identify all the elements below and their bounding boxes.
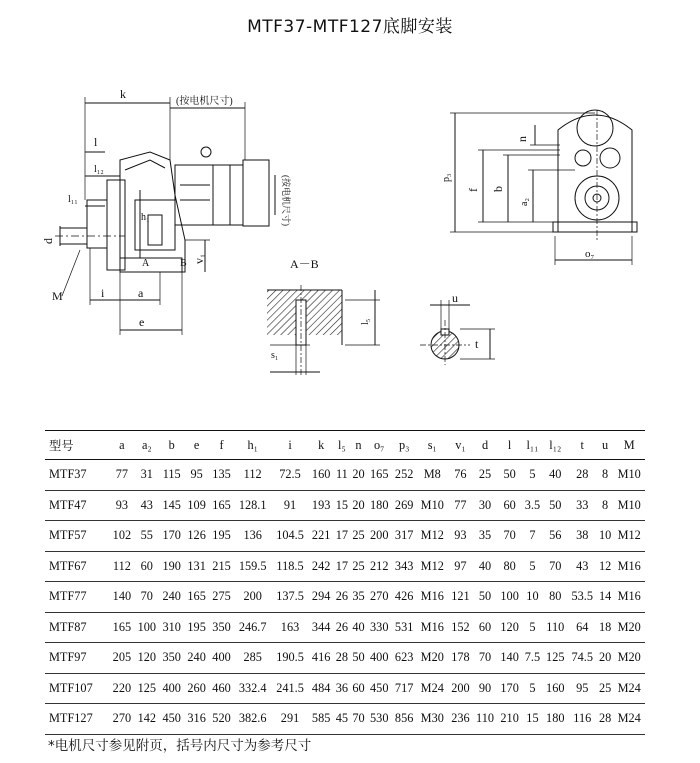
table-cell: 12 xyxy=(597,551,614,582)
table-cell: 585 xyxy=(309,704,334,735)
table-cell: 45 xyxy=(334,704,351,735)
table-cell: 165 xyxy=(367,460,392,491)
model-cell: MTF37 xyxy=(45,460,109,491)
header-cell: d xyxy=(473,431,497,460)
table-cell: M24 xyxy=(417,673,448,704)
table-cell: 200 xyxy=(367,521,392,552)
header-cell: b xyxy=(159,431,184,460)
table-cell: 275 xyxy=(209,582,234,613)
table-cell: M16 xyxy=(613,551,645,582)
table-cell: 18 xyxy=(597,612,614,643)
header-cell: a₂ xyxy=(134,431,159,460)
label-a-section: A xyxy=(142,258,150,269)
header-cell: v₁ xyxy=(448,431,473,460)
label-section-ab: A－B xyxy=(290,257,319,271)
header-cell: a xyxy=(109,431,134,460)
section-ab-view xyxy=(267,285,380,375)
table-cell: 242 xyxy=(309,551,334,582)
table-cell: 20 xyxy=(350,490,367,521)
table-cell: 220 xyxy=(109,673,134,704)
header-cell: 型号 xyxy=(45,431,109,460)
table-cell: 38 xyxy=(568,521,597,552)
table-cell: 91 xyxy=(271,490,308,521)
header-cell: k xyxy=(309,431,334,460)
table-cell: 317 xyxy=(392,521,417,552)
table-cell: 60 xyxy=(350,673,367,704)
label-i: i xyxy=(101,286,105,300)
label-m: M xyxy=(52,289,63,303)
table-cell: 160 xyxy=(309,460,334,491)
table-cell: 25 xyxy=(350,551,367,582)
table-cell: 270 xyxy=(367,582,392,613)
table-cell: M16 xyxy=(417,612,448,643)
label-l11: l₁₁ xyxy=(68,194,78,205)
table-cell: 5 xyxy=(522,673,543,704)
table-cell: 145 xyxy=(159,490,184,521)
label-t: t xyxy=(475,337,479,351)
table-cell: 77 xyxy=(448,490,473,521)
header-cell: l₁₂ xyxy=(543,431,568,460)
table-cell: 50 xyxy=(473,582,497,613)
table-cell: 10 xyxy=(597,521,614,552)
table-row xyxy=(45,612,645,643)
table-cell: 30 xyxy=(473,490,497,521)
table-cell: 240 xyxy=(159,582,184,613)
table-cell: 43 xyxy=(134,490,159,521)
table-cell: 70 xyxy=(473,643,497,674)
table-cell: M10 xyxy=(417,490,448,521)
table-cell: 165 xyxy=(209,490,234,521)
table-cell: 241.5 xyxy=(271,673,308,704)
table-cell: 400 xyxy=(367,643,392,674)
table-cell: 60 xyxy=(473,612,497,643)
table-row xyxy=(45,704,645,735)
table-cell: 31 xyxy=(134,460,159,491)
table-cell: 28 xyxy=(597,704,614,735)
label-o7: o₇ xyxy=(585,248,595,260)
table-cell: 316 xyxy=(184,704,209,735)
label-h1: h₁ xyxy=(141,212,150,223)
model-cell: MTF47 xyxy=(45,490,109,521)
table-cell: 240 xyxy=(184,643,209,674)
table-cell: 260 xyxy=(184,673,209,704)
header-cell: l xyxy=(497,431,522,460)
table-cell: 205 xyxy=(109,643,134,674)
table-row xyxy=(45,551,645,582)
table-cell: 118.5 xyxy=(271,551,308,582)
label-a: a xyxy=(138,286,144,300)
table-cell: 70 xyxy=(497,521,522,552)
label-p3: p₃ xyxy=(441,173,452,182)
model-cell: MTF107 xyxy=(45,673,109,704)
table-cell: 159.5 xyxy=(234,551,271,582)
table-cell: 70 xyxy=(134,582,159,613)
table-cell: 400 xyxy=(209,643,234,674)
table-cell: 856 xyxy=(392,704,417,735)
label-motor-dim-vertical: (按电机尺寸) xyxy=(281,175,291,226)
footnote: *电机尺寸参见附页，括号内尺寸为参考尺寸 xyxy=(48,738,312,754)
header-cell: f xyxy=(209,431,234,460)
table-cell: 100 xyxy=(497,582,522,613)
table-cell: 10 xyxy=(522,582,543,613)
table-cell: 426 xyxy=(392,582,417,613)
table-cell: 109 xyxy=(184,490,209,521)
table-cell: 35 xyxy=(350,582,367,613)
table-cell: 135 xyxy=(209,460,234,491)
table-cell: 93 xyxy=(109,490,134,521)
table-cell: 104.5 xyxy=(271,521,308,552)
table-cell: 25 xyxy=(597,673,614,704)
table-cell: 165 xyxy=(184,582,209,613)
table-cell: 28 xyxy=(334,643,351,674)
table-cell: 97 xyxy=(448,551,473,582)
table-cell: 520 xyxy=(209,704,234,735)
table-cell: 310 xyxy=(159,612,184,643)
table-cell: 140 xyxy=(497,643,522,674)
header-cell: s₁ xyxy=(417,431,448,460)
table-cell: 76 xyxy=(448,460,473,491)
table-cell: 25 xyxy=(473,460,497,491)
table-row xyxy=(45,460,645,491)
table-cell: 55 xyxy=(134,521,159,552)
table-cell: 8 xyxy=(597,460,614,491)
table-cell: 100 xyxy=(134,612,159,643)
model-cell: MTF127 xyxy=(45,704,109,735)
table-cell: 74.5 xyxy=(568,643,597,674)
header-cell: h₁ xyxy=(234,431,271,460)
table-cell: 80 xyxy=(543,582,568,613)
model-cell: MTF77 xyxy=(45,582,109,613)
table-row xyxy=(45,490,645,521)
table-cell: 178 xyxy=(448,643,473,674)
header-cell: o₇ xyxy=(367,431,392,460)
table-cell: 190.5 xyxy=(271,643,308,674)
table-cell: 20 xyxy=(597,643,614,674)
table-cell: 90 xyxy=(473,673,497,704)
table-cell: 40 xyxy=(543,460,568,491)
table-cell: 95 xyxy=(568,673,597,704)
table-cell: 14 xyxy=(597,582,614,613)
label-b-section: B xyxy=(180,258,187,269)
label-s1: s₁ xyxy=(271,350,279,361)
table-cell: 26 xyxy=(334,612,351,643)
label-v1: v₁ xyxy=(192,253,206,264)
table-cell: 5 xyxy=(522,551,543,582)
table-cell: 484 xyxy=(309,673,334,704)
table-cell: 165 xyxy=(109,612,134,643)
table-cell: 60 xyxy=(497,490,522,521)
table-cell: 170 xyxy=(497,673,522,704)
table-cell: 102 xyxy=(109,521,134,552)
table-cell: 140 xyxy=(109,582,134,613)
label-d: d xyxy=(41,238,55,244)
table-cell: M12 xyxy=(417,551,448,582)
table-cell: M12 xyxy=(417,521,448,552)
table-cell: 40 xyxy=(350,612,367,643)
table-cell: 128.1 xyxy=(234,490,271,521)
label-n: n xyxy=(515,136,529,142)
table-row xyxy=(45,643,645,674)
table-cell: 350 xyxy=(209,612,234,643)
table-cell: M10 xyxy=(613,490,645,521)
header-cell: M xyxy=(613,431,645,460)
table-cell: 5 xyxy=(522,460,543,491)
table-cell: 160 xyxy=(543,673,568,704)
table-cell: 33 xyxy=(568,490,597,521)
table-cell: 269 xyxy=(392,490,417,521)
table-cell: 531 xyxy=(392,612,417,643)
table-cell: 210 xyxy=(497,704,522,735)
model-cell: MTF67 xyxy=(45,551,109,582)
table-cell: 56 xyxy=(543,521,568,552)
table-cell: 116 xyxy=(568,704,597,735)
table-cell: 15 xyxy=(334,490,351,521)
table-cell: M16 xyxy=(417,582,448,613)
table-cell: M20 xyxy=(417,643,448,674)
table-cell: 142 xyxy=(134,704,159,735)
header-cell: t xyxy=(568,431,597,460)
table-cell: 112 xyxy=(234,460,271,491)
table-cell: 416 xyxy=(309,643,334,674)
label-a2: a₂ xyxy=(519,198,530,206)
table-cell: 17 xyxy=(334,521,351,552)
table-cell: 70 xyxy=(543,551,568,582)
table-cell: M24 xyxy=(613,704,645,735)
table-cell: 193 xyxy=(309,490,334,521)
header-cell: p₃ xyxy=(392,431,417,460)
table-cell: 7.5 xyxy=(522,643,543,674)
table-cell: 246.7 xyxy=(234,612,271,643)
header-cell: e xyxy=(184,431,209,460)
table-cell: 343 xyxy=(392,551,417,582)
table-cell: 131 xyxy=(184,551,209,582)
table-row xyxy=(45,521,645,552)
end-view xyxy=(450,110,637,265)
table-cell: 70 xyxy=(350,704,367,735)
table-cell: 110 xyxy=(543,612,568,643)
table-cell: 190 xyxy=(159,551,184,582)
table-cell: 236 xyxy=(448,704,473,735)
table-cell: 112 xyxy=(109,551,134,582)
dimension-table xyxy=(45,430,645,735)
table-cell: 382.6 xyxy=(234,704,271,735)
table-cell: 17 xyxy=(334,551,351,582)
table-cell: 152 xyxy=(448,612,473,643)
table-cell: M30 xyxy=(417,704,448,735)
header-cell: l₅ xyxy=(334,431,351,460)
table-cell: 80 xyxy=(497,551,522,582)
table-cell: 400 xyxy=(159,673,184,704)
table-header-row xyxy=(45,431,645,460)
label-e: e xyxy=(139,315,145,329)
table-cell: 195 xyxy=(209,521,234,552)
table-cell: 252 xyxy=(392,460,417,491)
table-cell: 170 xyxy=(159,521,184,552)
table-cell: 200 xyxy=(448,673,473,704)
page-title: MTF37-MTF127底脚安装 xyxy=(247,17,453,37)
table-cell: 28 xyxy=(568,460,597,491)
table-row xyxy=(45,673,645,704)
table-cell: 36 xyxy=(334,673,351,704)
table-cell: 291 xyxy=(271,704,308,735)
table-cell: 212 xyxy=(367,551,392,582)
table-cell: 344 xyxy=(309,612,334,643)
table-cell: 221 xyxy=(309,521,334,552)
table-cell: 50 xyxy=(543,490,568,521)
label-l12: l₁₂ xyxy=(94,164,104,175)
table-cell: 120 xyxy=(134,643,159,674)
table-cell: M8 xyxy=(417,460,448,491)
table-cell: 717 xyxy=(392,673,417,704)
header-cell: n xyxy=(350,431,367,460)
table-cell: 11 xyxy=(334,460,351,491)
table-cell: 332.4 xyxy=(234,673,271,704)
table-cell: 20 xyxy=(350,460,367,491)
table-cell: 195 xyxy=(184,612,209,643)
table-cell: 136 xyxy=(234,521,271,552)
table-cell: 95 xyxy=(184,460,209,491)
table-cell: 64 xyxy=(568,612,597,643)
table-cell: 40 xyxy=(473,551,497,582)
table-cell: 180 xyxy=(543,704,568,735)
table-cell: 270 xyxy=(109,704,134,735)
table-cell: 450 xyxy=(367,673,392,704)
model-cell: MTF57 xyxy=(45,521,109,552)
table-cell: 120 xyxy=(497,612,522,643)
table-cell: 93 xyxy=(448,521,473,552)
table-cell: 294 xyxy=(309,582,334,613)
table-cell: 15 xyxy=(522,704,543,735)
label-u: u xyxy=(452,291,458,305)
table-cell: 50 xyxy=(497,460,522,491)
key-section-view xyxy=(420,300,495,365)
table-cell: 8 xyxy=(597,490,614,521)
table-cell: 137.5 xyxy=(271,582,308,613)
table-cell: 125 xyxy=(543,643,568,674)
label-motor-dim: (按电机尺寸) xyxy=(176,96,233,107)
label-l5: l₅ xyxy=(360,318,371,325)
table-row xyxy=(45,582,645,613)
table-cell: 530 xyxy=(367,704,392,735)
table-cell: 126 xyxy=(184,521,209,552)
table-cell: 72.5 xyxy=(271,460,308,491)
table-cell: 350 xyxy=(159,643,184,674)
table-body xyxy=(45,460,645,735)
table-cell: 5 xyxy=(522,612,543,643)
table-cell: 121 xyxy=(448,582,473,613)
model-cell: MTF87 xyxy=(45,612,109,643)
table-cell: 77 xyxy=(109,460,134,491)
table-cell: 450 xyxy=(159,704,184,735)
label-l: l xyxy=(94,135,98,149)
table-cell: 330 xyxy=(367,612,392,643)
model-cell: MTF97 xyxy=(45,643,109,674)
table-cell: 110 xyxy=(473,704,497,735)
table-cell: 460 xyxy=(209,673,234,704)
table-cell: 125 xyxy=(134,673,159,704)
table-cell: 285 xyxy=(234,643,271,674)
table-cell: M20 xyxy=(613,643,645,674)
header-cell: u xyxy=(597,431,614,460)
header-cell: i xyxy=(271,431,308,460)
header-cell: l₁₁ xyxy=(522,431,543,460)
table-cell: 200 xyxy=(234,582,271,613)
label-k: k xyxy=(120,87,126,101)
side-view xyxy=(55,97,275,335)
table-cell: 3.5 xyxy=(522,490,543,521)
table-cell: 53.5 xyxy=(568,582,597,613)
table-cell: M20 xyxy=(613,612,645,643)
table-cell: 163 xyxy=(271,612,308,643)
table-cell: 215 xyxy=(209,551,234,582)
table-cell: 50 xyxy=(350,643,367,674)
table-cell: M12 xyxy=(613,521,645,552)
table-cell: 35 xyxy=(473,521,497,552)
table-cell: 43 xyxy=(568,551,597,582)
table-cell: 623 xyxy=(392,643,417,674)
table-cell: 115 xyxy=(159,460,184,491)
table-cell: M10 xyxy=(613,460,645,491)
table-cell: M16 xyxy=(613,582,645,613)
table-cell: 60 xyxy=(134,551,159,582)
table-cell: 180 xyxy=(367,490,392,521)
table-cell: 7 xyxy=(522,521,543,552)
label-b: b xyxy=(491,186,505,192)
table-cell: 26 xyxy=(334,582,351,613)
table-cell: 25 xyxy=(350,521,367,552)
label-f: f xyxy=(466,188,480,192)
table-cell: M24 xyxy=(613,673,645,704)
